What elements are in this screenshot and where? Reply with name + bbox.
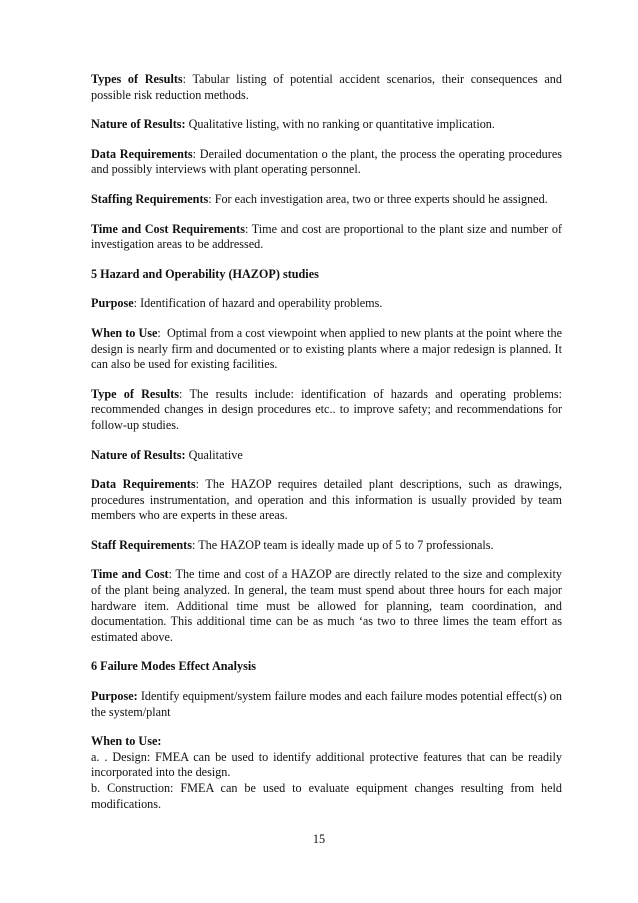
- text: For each investigation area, two or three experts should he assigned.: [214, 191, 548, 206]
- hazop-data-requirements: Data Requirements: The HAZOP requires detailed plant descriptions, such as drawings, procedures instrumentation, and operation and this information is usually provided by team members who are experts in these areas.: [91, 477, 562, 523]
- section-6-heading: 6 Failure Modes Effect Analysis: [91, 659, 256, 674]
- text: Time and cost are proportional to the plant size and number of investigation areas to be addressed.: [91, 221, 562, 252]
- text: The time and cost of a HAZOP are directly related to the size and complexity of the plant being analyzed. In general, the team must spend about three hours for each major hardware item. Additional time must be allowed for planning, team coordination, and documentation. This additional time can be as much ‘as two to three limes the team effort as estimated above.: [91, 567, 562, 644]
- paragraph-staffing-requirements: Staffing Requirements: For each investigation area, two or three experts should he assigned.: [91, 191, 548, 206]
- text: The HAZOP team is ideally made up of 5 to 7 professionals.: [198, 537, 494, 552]
- text: The HAZOP requires detailed plant descriptions, such as drawings, procedures instrumentation, and operation and this information is usually provided by team members who are experts in these areas.: [91, 477, 562, 523]
- hazop-when-to-use: When to Use: Optimal from a cost viewpoint when applied to new plants at the point where the design is nearly firm and documented or to existing plants where a major redesign is planned. It can also be used for existing facilities.: [91, 325, 562, 372]
- paragraph-nature-of-results: [91, 117, 562, 133]
- text: Qualitative listing, with no ranking or quantitative implication.: [188, 117, 495, 132]
- label: Types of Results: [91, 72, 183, 86]
- text: The results include: identification of hazards and operating problems: recommended changes in design procedures etc.. to improve safety; and recommendations for follow-up studies.: [91, 386, 562, 432]
- text: Identify equipment/system failure modes and each failure modes potential effect(s) on the system/plant: [91, 689, 562, 719]
- text: Tabular listing of potential accident scenarios, their consequences and possible risk reduction methods.: [91, 72, 562, 102]
- label: Type of Results: [91, 386, 180, 401]
- label: Nature of Results:: [91, 117, 186, 132]
- paragraph-time-cost-requirements: Time and Cost Requirements: Time and cost are proportional to the plant size and number of investigation areas to be addressed.: [91, 221, 562, 252]
- text: Optimal from a cost viewpoint when applied to new plants at the point where the design is nearly firm and documented or to existing plants where a major redesign is planned. It can also be used for existing facilities.: [91, 325, 562, 372]
- label: Purpose: [91, 296, 134, 311]
- label: Nature of Results:: [91, 447, 186, 462]
- label: Data Requirements: [91, 146, 193, 161]
- document-page: [91, 72, 562, 812]
- label: Staffing Requirements: [91, 191, 209, 206]
- label: Data Requirements: [91, 477, 196, 492]
- label: Purpose:: [91, 689, 138, 704]
- label: When to Use: [91, 325, 158, 340]
- fmea-when-item-construction: b. Construction: FMEA can be used to evaluate equipment changes resulting from held modifications.: [91, 781, 562, 811]
- label: Time and Cost: [91, 567, 169, 582]
- fmea-when-to-use-label: When to Use:: [91, 734, 162, 749]
- hazop-time-and-cost: Time and Cost: The time and cost of a HAZOP are directly related to the size and complexity of the plant being analyzed. In general, the team must spend about three hours for each major hardware item. Additional time must be allowed for planning, team coordination, and documentation. This additional time can be as much ‘as two to three limes the team effort as estimated above.: [91, 567, 562, 644]
- fmea-purpose: [91, 689, 562, 720]
- label: Time and Cost Requirements: [91, 221, 245, 236]
- label: Staff Requirements: [91, 537, 192, 552]
- hazop-purpose: Purpose: Identification of hazard and operability problems.: [91, 296, 383, 311]
- text: Derailed documentation o the plant, the process the operating procedures and possibly interviews with plant operating personnel.: [91, 146, 562, 177]
- text: Identification of hazard and operability problems.: [140, 296, 383, 311]
- paragraph-types-of-results: Types of Results: Tabular listing of potential accident scenarios, their consequences and possible risk reduction methods.: [91, 72, 562, 102]
- hazop-staff-requirements: Staff Requirements: The HAZOP team is ideally made up of 5 to 7 professionals.: [91, 537, 494, 552]
- text: Qualitative: [188, 447, 243, 462]
- paragraph-data-requirements: Data Requirements: Derailed documentation o the plant, the process the operating procedures and possibly interviews with plant operating personnel.: [91, 146, 562, 177]
- section-5-heading: 5 Hazard and Operability (HAZOP) studies: [91, 266, 319, 281]
- fmea-when-item-design: a. . Design: FMEA can be used to identify additional protective features that can be readily incorporated into the design.: [91, 749, 562, 780]
- hazop-type-of-results: Type of Results: The results include: identification of hazards and operating problems: recommended changes in design procedures etc.. to improve safety; and recommendations for follow-up studies.: [91, 386, 562, 432]
- hazop-nature-of-results: [91, 448, 562, 464]
- page-number: 15: [312, 832, 326, 846]
